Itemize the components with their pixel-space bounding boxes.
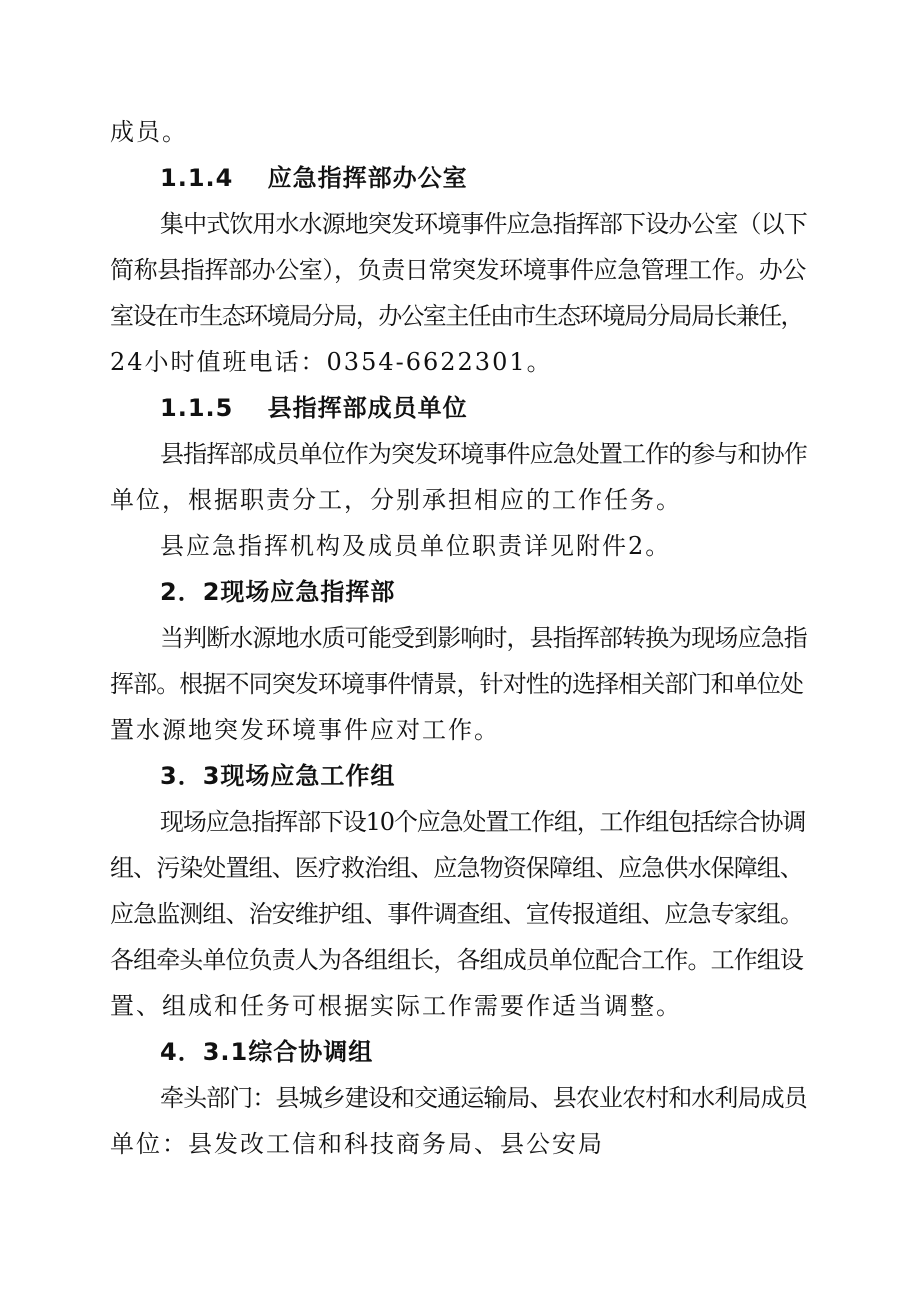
paragraph-line: 成员。 xyxy=(110,118,188,146)
paragraph-line: 当判断水源地水质可能受到影响时，县指挥部转换为现场应急指 xyxy=(160,624,807,652)
paragraph-line: 置水源地突发环境事件应对工作。 xyxy=(110,716,500,744)
paragraph-line: 应急监测组、治安维护组、事件调查组、宣传报道组、应急专家组。 xyxy=(110,900,803,928)
paragraph-line: 现场应急指挥部下设10个应急处置工作组，工作组包括综合协调 xyxy=(160,808,806,836)
paragraph-line: 挥部。根据不同突发环境事件情景，针对性的选择相关部门和单位处 xyxy=(110,670,803,698)
paragraph-line: 各组牵头单位负责人为各组组长，各组成员单位配合工作。工作组设 xyxy=(110,946,803,974)
section-heading-2-2: 2．2现场应急指挥部 xyxy=(160,578,396,606)
paragraph-line: 县指挥部成员单位作为突发环境事件应急处置工作的参与和协作 xyxy=(160,440,807,468)
paragraph-line: 室设在市生态环境局分局，办公室主任由市生态环境局分局局长兼任， xyxy=(110,302,803,330)
paragraph-line: 置、组成和任务可根据实际工作需要作适当调整。 xyxy=(110,992,682,1020)
paragraph-line: 组、污染处置组、医疗救治组、应急物资保障组、应急供水保障组、 xyxy=(110,854,803,882)
paragraph-line: 简称县指挥部办公室），负责日常突发环境事件应急管理工作。办公 xyxy=(110,256,806,284)
section-heading-4-3-1: 4．3.1综合协调组 xyxy=(160,1038,374,1066)
paragraph-line: 单位，根据职责分工，分别承担相应的工作任务。 xyxy=(110,486,682,514)
section-heading-1-1-4: 1.1.4 应急指挥部办公室 xyxy=(160,164,468,192)
section-heading-3-3: 3．3现场应急工作组 xyxy=(160,762,396,790)
paragraph-line: 牵头部门：县城乡建设和交通运输局、县农业农村和水利局成员 xyxy=(160,1084,807,1112)
paragraph-line: 县应急指挥机构及成员单位职责详见附件2。 xyxy=(160,532,672,560)
paragraph-line: 集中式饮用水水源地突发环境事件应急指挥部下设办公室（以下 xyxy=(160,210,807,238)
section-heading-1-1-5: 1.1.5 县指挥部成员单位 xyxy=(160,394,468,422)
paragraph-line: 单位：县发改工信和科技商务局、县公安局 xyxy=(110,1130,604,1158)
paragraph-line: 24小时值班电话：0354-6622301。 xyxy=(110,348,553,376)
